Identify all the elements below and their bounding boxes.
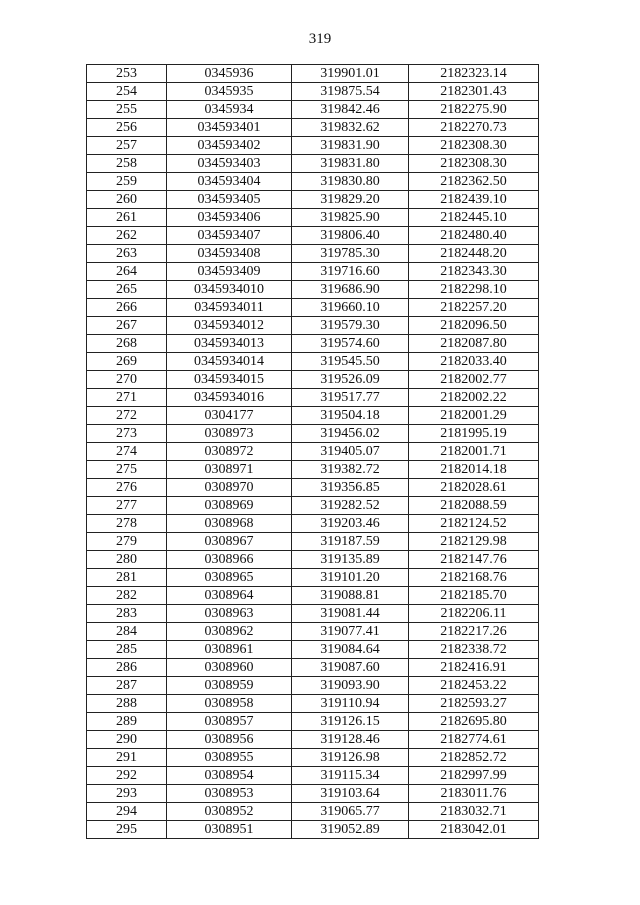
x-coordinate-cell: 319785.30 [292, 245, 409, 263]
point-code-cell: 0345934014 [167, 353, 292, 371]
x-coordinate-cell: 319832.62 [292, 119, 409, 137]
row-index-cell: 294 [87, 803, 167, 821]
y-coordinate-cell: 2182014.18 [409, 461, 539, 479]
y-coordinate-cell: 2182275.90 [409, 101, 539, 119]
y-coordinate-cell: 2182416.91 [409, 659, 539, 677]
point-code-cell: 0308953 [167, 785, 292, 803]
point-code-cell: 0308972 [167, 443, 292, 461]
table-row [87, 191, 539, 209]
point-code-cell: 0308964 [167, 587, 292, 605]
table-row [87, 317, 539, 335]
x-coordinate-cell: 319875.54 [292, 83, 409, 101]
table-row [87, 83, 539, 101]
point-code-cell: 0308954 [167, 767, 292, 785]
x-coordinate-cell: 319282.52 [292, 497, 409, 515]
point-code-cell: 034593406 [167, 209, 292, 227]
row-index-cell: 277 [87, 497, 167, 515]
y-coordinate-cell: 2182695.80 [409, 713, 539, 731]
row-index-cell: 284 [87, 623, 167, 641]
y-coordinate-cell: 2182774.61 [409, 731, 539, 749]
x-coordinate-cell: 319126.15 [292, 713, 409, 731]
table-row [87, 785, 539, 803]
x-coordinate-cell: 319829.20 [292, 191, 409, 209]
row-index-cell: 276 [87, 479, 167, 497]
table-row [87, 713, 539, 731]
y-coordinate-cell: 2182096.50 [409, 317, 539, 335]
y-coordinate-cell: 2182087.80 [409, 335, 539, 353]
row-index-cell: 278 [87, 515, 167, 533]
y-coordinate-cell: 2182129.98 [409, 533, 539, 551]
y-coordinate-cell: 2182338.72 [409, 641, 539, 659]
table-row [87, 371, 539, 389]
x-coordinate-cell: 319128.46 [292, 731, 409, 749]
point-code-cell: 034593405 [167, 191, 292, 209]
point-code-cell: 034593408 [167, 245, 292, 263]
x-coordinate-cell: 319405.07 [292, 443, 409, 461]
y-coordinate-cell: 2182002.22 [409, 389, 539, 407]
row-index-cell: 283 [87, 605, 167, 623]
y-coordinate-cell: 2182270.73 [409, 119, 539, 137]
y-coordinate-cell: 2182362.50 [409, 173, 539, 191]
x-coordinate-cell: 319103.64 [292, 785, 409, 803]
y-coordinate-cell: 2182001.71 [409, 443, 539, 461]
row-index-cell: 265 [87, 281, 167, 299]
point-code-cell: 0308963 [167, 605, 292, 623]
y-coordinate-cell: 2182298.10 [409, 281, 539, 299]
table-row [87, 551, 539, 569]
y-coordinate-cell: 2183011.76 [409, 785, 539, 803]
row-index-cell: 253 [87, 65, 167, 83]
table-row [87, 335, 539, 353]
table-row [87, 263, 539, 281]
x-coordinate-cell: 319093.90 [292, 677, 409, 695]
point-code-cell: 0308952 [167, 803, 292, 821]
row-index-cell: 258 [87, 155, 167, 173]
page-number: 319 [308, 31, 332, 47]
table-row [87, 533, 539, 551]
row-index-cell: 270 [87, 371, 167, 389]
x-coordinate-cell: 319052.89 [292, 821, 409, 839]
x-coordinate-cell: 319660.10 [292, 299, 409, 317]
point-code-cell: 0345934010 [167, 281, 292, 299]
x-coordinate-cell: 319110.94 [292, 695, 409, 713]
point-code-cell: 0304177 [167, 407, 292, 425]
row-index-cell: 286 [87, 659, 167, 677]
y-coordinate-cell: 2183032.71 [409, 803, 539, 821]
row-index-cell: 291 [87, 749, 167, 767]
y-coordinate-cell: 2182033.40 [409, 353, 539, 371]
point-code-cell: 0308951 [167, 821, 292, 839]
x-coordinate-cell: 319806.40 [292, 227, 409, 245]
y-coordinate-cell: 2182323.14 [409, 65, 539, 83]
table-row [87, 821, 539, 839]
x-coordinate-cell: 319686.90 [292, 281, 409, 299]
row-index-cell: 254 [87, 83, 167, 101]
x-coordinate-cell: 319579.30 [292, 317, 409, 335]
row-index-cell: 260 [87, 191, 167, 209]
y-coordinate-cell: 2182308.30 [409, 137, 539, 155]
table-row [87, 659, 539, 677]
row-index-cell: 259 [87, 173, 167, 191]
table-row [87, 101, 539, 119]
x-coordinate-cell: 319545.50 [292, 353, 409, 371]
table-row [87, 407, 539, 425]
x-coordinate-cell: 319081.44 [292, 605, 409, 623]
y-coordinate-cell: 2183042.01 [409, 821, 539, 839]
point-code-cell: 0308957 [167, 713, 292, 731]
row-index-cell: 272 [87, 407, 167, 425]
table-row [87, 803, 539, 821]
row-index-cell: 267 [87, 317, 167, 335]
row-index-cell: 279 [87, 533, 167, 551]
x-coordinate-cell: 319135.89 [292, 551, 409, 569]
x-coordinate-cell: 319901.01 [292, 65, 409, 83]
table-row [87, 569, 539, 587]
x-coordinate-cell: 319187.59 [292, 533, 409, 551]
table-row [87, 173, 539, 191]
point-code-cell: 0345934012 [167, 317, 292, 335]
x-coordinate-cell: 319517.77 [292, 389, 409, 407]
y-coordinate-cell: 2182439.10 [409, 191, 539, 209]
point-code-cell: 0308955 [167, 749, 292, 767]
row-index-cell: 257 [87, 137, 167, 155]
table-row [87, 677, 539, 695]
x-coordinate-cell: 319842.46 [292, 101, 409, 119]
row-index-cell: 266 [87, 299, 167, 317]
coordinates-table-body [87, 65, 539, 839]
x-coordinate-cell: 319830.80 [292, 173, 409, 191]
point-code-cell: 034593404 [167, 173, 292, 191]
point-code-cell: 0308961 [167, 641, 292, 659]
table-row [87, 497, 539, 515]
x-coordinate-cell: 319203.46 [292, 515, 409, 533]
row-index-cell: 261 [87, 209, 167, 227]
y-coordinate-cell: 2182343.30 [409, 263, 539, 281]
table-row [87, 137, 539, 155]
y-coordinate-cell: 2182480.40 [409, 227, 539, 245]
point-code-cell: 0345935 [167, 83, 292, 101]
table-row [87, 209, 539, 227]
x-coordinate-cell: 319065.77 [292, 803, 409, 821]
point-code-cell: 0308970 [167, 479, 292, 497]
x-coordinate-cell: 319382.72 [292, 461, 409, 479]
x-coordinate-cell: 319526.09 [292, 371, 409, 389]
row-index-cell: 288 [87, 695, 167, 713]
x-coordinate-cell: 319088.81 [292, 587, 409, 605]
row-index-cell: 293 [87, 785, 167, 803]
point-code-cell: 0308960 [167, 659, 292, 677]
point-code-cell: 0345934016 [167, 389, 292, 407]
y-coordinate-cell: 2182124.52 [409, 515, 539, 533]
y-coordinate-cell: 2182445.10 [409, 209, 539, 227]
point-code-cell: 0308968 [167, 515, 292, 533]
row-index-cell: 271 [87, 389, 167, 407]
x-coordinate-cell: 319126.98 [292, 749, 409, 767]
table-row [87, 623, 539, 641]
table-row [87, 641, 539, 659]
table-row [87, 245, 539, 263]
row-index-cell: 290 [87, 731, 167, 749]
row-index-cell: 262 [87, 227, 167, 245]
table-row [87, 119, 539, 137]
table-row [87, 425, 539, 443]
y-coordinate-cell: 2182257.20 [409, 299, 539, 317]
point-code-cell: 0308973 [167, 425, 292, 443]
y-coordinate-cell: 2182206.11 [409, 605, 539, 623]
y-coordinate-cell: 2182001.29 [409, 407, 539, 425]
table-row [87, 227, 539, 245]
y-coordinate-cell: 2182147.76 [409, 551, 539, 569]
row-index-cell: 274 [87, 443, 167, 461]
x-coordinate-cell: 319356.85 [292, 479, 409, 497]
table-row [87, 695, 539, 713]
table-row [87, 65, 539, 83]
point-code-cell: 034593407 [167, 227, 292, 245]
row-index-cell: 256 [87, 119, 167, 137]
point-code-cell: 0345936 [167, 65, 292, 83]
table-row [87, 389, 539, 407]
y-coordinate-cell: 2182852.72 [409, 749, 539, 767]
point-code-cell: 034593402 [167, 137, 292, 155]
point-code-cell: 0308956 [167, 731, 292, 749]
y-coordinate-cell: 2182028.61 [409, 479, 539, 497]
y-coordinate-cell: 2182593.27 [409, 695, 539, 713]
point-code-cell: 0345934011 [167, 299, 292, 317]
y-coordinate-cell: 2182217.26 [409, 623, 539, 641]
row-index-cell: 273 [87, 425, 167, 443]
point-code-cell: 0308966 [167, 551, 292, 569]
y-coordinate-cell: 2182002.77 [409, 371, 539, 389]
y-coordinate-cell: 2182997.99 [409, 767, 539, 785]
x-coordinate-cell: 319504.18 [292, 407, 409, 425]
table-row [87, 515, 539, 533]
point-code-cell: 0345934015 [167, 371, 292, 389]
y-coordinate-cell: 2181995.19 [409, 425, 539, 443]
x-coordinate-cell: 319115.34 [292, 767, 409, 785]
table-row [87, 479, 539, 497]
y-coordinate-cell: 2182168.76 [409, 569, 539, 587]
point-code-cell: 0308958 [167, 695, 292, 713]
x-coordinate-cell: 319716.60 [292, 263, 409, 281]
point-code-cell: 0345934 [167, 101, 292, 119]
row-index-cell: 292 [87, 767, 167, 785]
row-index-cell: 285 [87, 641, 167, 659]
point-code-cell: 0345934013 [167, 335, 292, 353]
point-code-cell: 0308969 [167, 497, 292, 515]
table-row [87, 461, 539, 479]
point-code-cell: 034593401 [167, 119, 292, 137]
x-coordinate-cell: 319084.64 [292, 641, 409, 659]
point-code-cell: 0308971 [167, 461, 292, 479]
x-coordinate-cell: 319574.60 [292, 335, 409, 353]
point-code-cell: 0308962 [167, 623, 292, 641]
y-coordinate-cell: 2182308.30 [409, 155, 539, 173]
row-index-cell: 269 [87, 353, 167, 371]
row-index-cell: 263 [87, 245, 167, 263]
point-code-cell: 0308967 [167, 533, 292, 551]
point-code-cell: 0308959 [167, 677, 292, 695]
x-coordinate-cell: 319077.41 [292, 623, 409, 641]
table-row [87, 281, 539, 299]
row-index-cell: 268 [87, 335, 167, 353]
table-row [87, 443, 539, 461]
x-coordinate-cell: 319101.20 [292, 569, 409, 587]
row-index-cell: 264 [87, 263, 167, 281]
point-code-cell: 0308965 [167, 569, 292, 587]
table-row [87, 587, 539, 605]
x-coordinate-cell: 319087.60 [292, 659, 409, 677]
point-code-cell: 034593409 [167, 263, 292, 281]
row-index-cell: 287 [87, 677, 167, 695]
table-row [87, 605, 539, 623]
table-row [87, 767, 539, 785]
row-index-cell: 275 [87, 461, 167, 479]
x-coordinate-cell: 319825.90 [292, 209, 409, 227]
point-code-cell: 034593403 [167, 155, 292, 173]
x-coordinate-cell: 319831.90 [292, 137, 409, 155]
y-coordinate-cell: 2182185.70 [409, 587, 539, 605]
table-row [87, 353, 539, 371]
row-index-cell: 281 [87, 569, 167, 587]
row-index-cell: 280 [87, 551, 167, 569]
y-coordinate-cell: 2182088.59 [409, 497, 539, 515]
table-row [87, 749, 539, 767]
table-row [87, 155, 539, 173]
row-index-cell: 289 [87, 713, 167, 731]
table-row [87, 731, 539, 749]
x-coordinate-cell: 319456.02 [292, 425, 409, 443]
y-coordinate-cell: 2182301.43 [409, 83, 539, 101]
y-coordinate-cell: 2182453.22 [409, 677, 539, 695]
x-coordinate-cell: 319831.80 [292, 155, 409, 173]
table-row [87, 299, 539, 317]
row-index-cell: 295 [87, 821, 167, 839]
y-coordinate-cell: 2182448.20 [409, 245, 539, 263]
coordinates-table [86, 64, 539, 839]
row-index-cell: 255 [87, 101, 167, 119]
row-index-cell: 282 [87, 587, 167, 605]
